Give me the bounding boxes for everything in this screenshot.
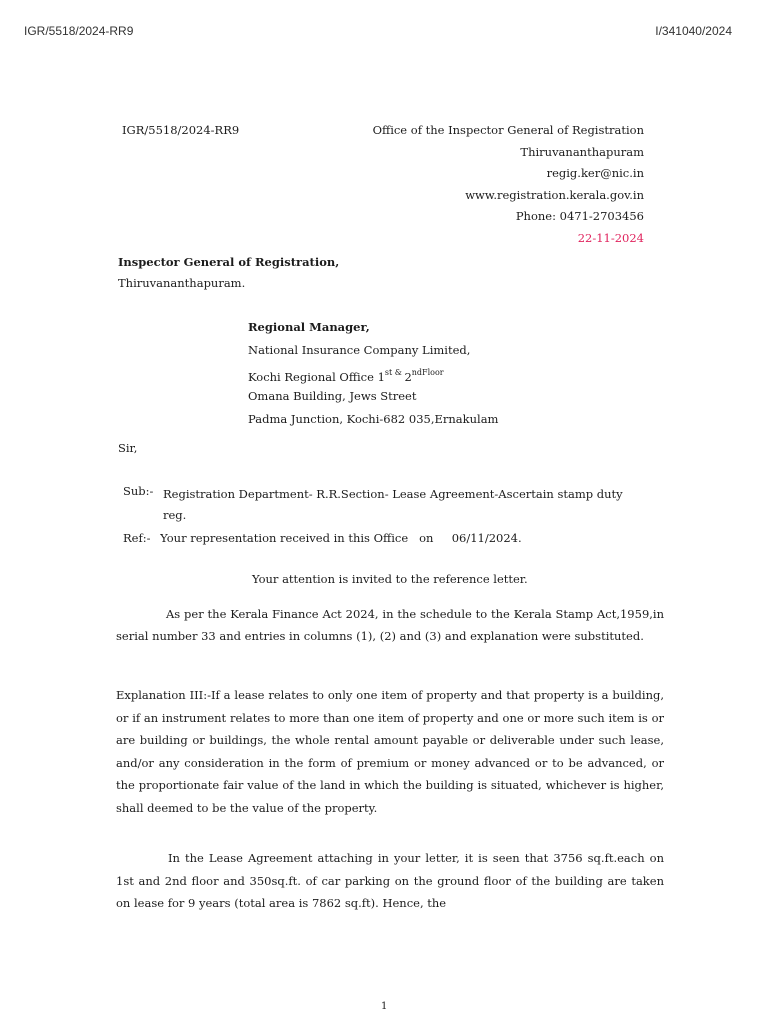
page-header-left: IGR/5518/2024-RR9 — [24, 24, 134, 38]
recipient-address: Padma Junction, Kochi-682 035,Ernakulam — [248, 412, 499, 426]
page-header-right: I/341040/2024 — [655, 24, 732, 38]
office-website: www.registration.kerala.gov.in — [465, 187, 644, 202]
recipient-title: Regional Manager, — [248, 320, 370, 334]
paragraph-lease-details: In the Lease Agreement attaching in your letter, it is seen that 3756 sq.ft.each on 1st and 2nd floor and 350sq.ft. of car parking on the ground floor of the building are taken on lease for 9 years (total area is 7862 sq.ft). Hence, the — [116, 851, 664, 910]
reference-label: Ref:- — [123, 531, 151, 545]
recipient-office: Kochi Regional Office $1^{st \&}$ $2^{ndFloor}$ — [248, 368, 444, 384]
letter-date: 22-11-2024 — [577, 230, 644, 245]
sender-place: Thiruvananthapuram. — [118, 276, 246, 290]
attention-line: Your attention is invited to the reference letter. — [252, 572, 528, 586]
recipient-building: Omana Building, Jews Street — [248, 389, 417, 403]
office-phone: Phone: 0471-2703456 — [515, 209, 644, 223]
office-email: regig.ker@nic.in — [546, 166, 644, 180]
salutation: Sir, — [118, 441, 138, 455]
file-number: IGR/5518/2024-RR9 — [122, 123, 240, 137]
office-address-block — [373, 123, 644, 252]
sender-block — [118, 255, 339, 297]
reference-text: Your representation received in this Office on 06/11/2024. — [160, 531, 522, 545]
subject-label: Sub:- — [123, 484, 154, 498]
paragraph-finance-act: As per the Kerala Finance Act 2024, in the schedule to the Kerala Stamp Act,1959,in serial number 33 and entries in columns (1), (2) and (3) and explanation were substituted. — [116, 607, 664, 643]
sender-title: Inspector General of Registration, — [118, 255, 340, 269]
reference-line — [123, 531, 522, 545]
subject-text: Registration Department- R.R.Section- Lease Agreement-Ascertain stamp duty reg. — [163, 487, 623, 522]
recipient-company: National Insurance Company Limited, — [248, 343, 471, 357]
paragraph-explanation: Explanation III:-If a lease relates to only one item of property and that property is a building, or if an instrument relates to more than one item of property and one or more such item is or are building or buildings, the whole rental amount payable or deliverable under such lease, and/or any consideration in the form of premium or money advanced or to be advanced, or the proportionate fair value of the land in which the building is situated, whichever is higher, shall deemed to be the value of the property. — [116, 688, 664, 815]
office-city: Thiruvananthapuram — [520, 144, 644, 159]
recipient-block — [248, 320, 498, 435]
page-number: 1 — [381, 1001, 388, 1012]
office-name: Office of the Inspector General of Registration — [372, 123, 644, 137]
